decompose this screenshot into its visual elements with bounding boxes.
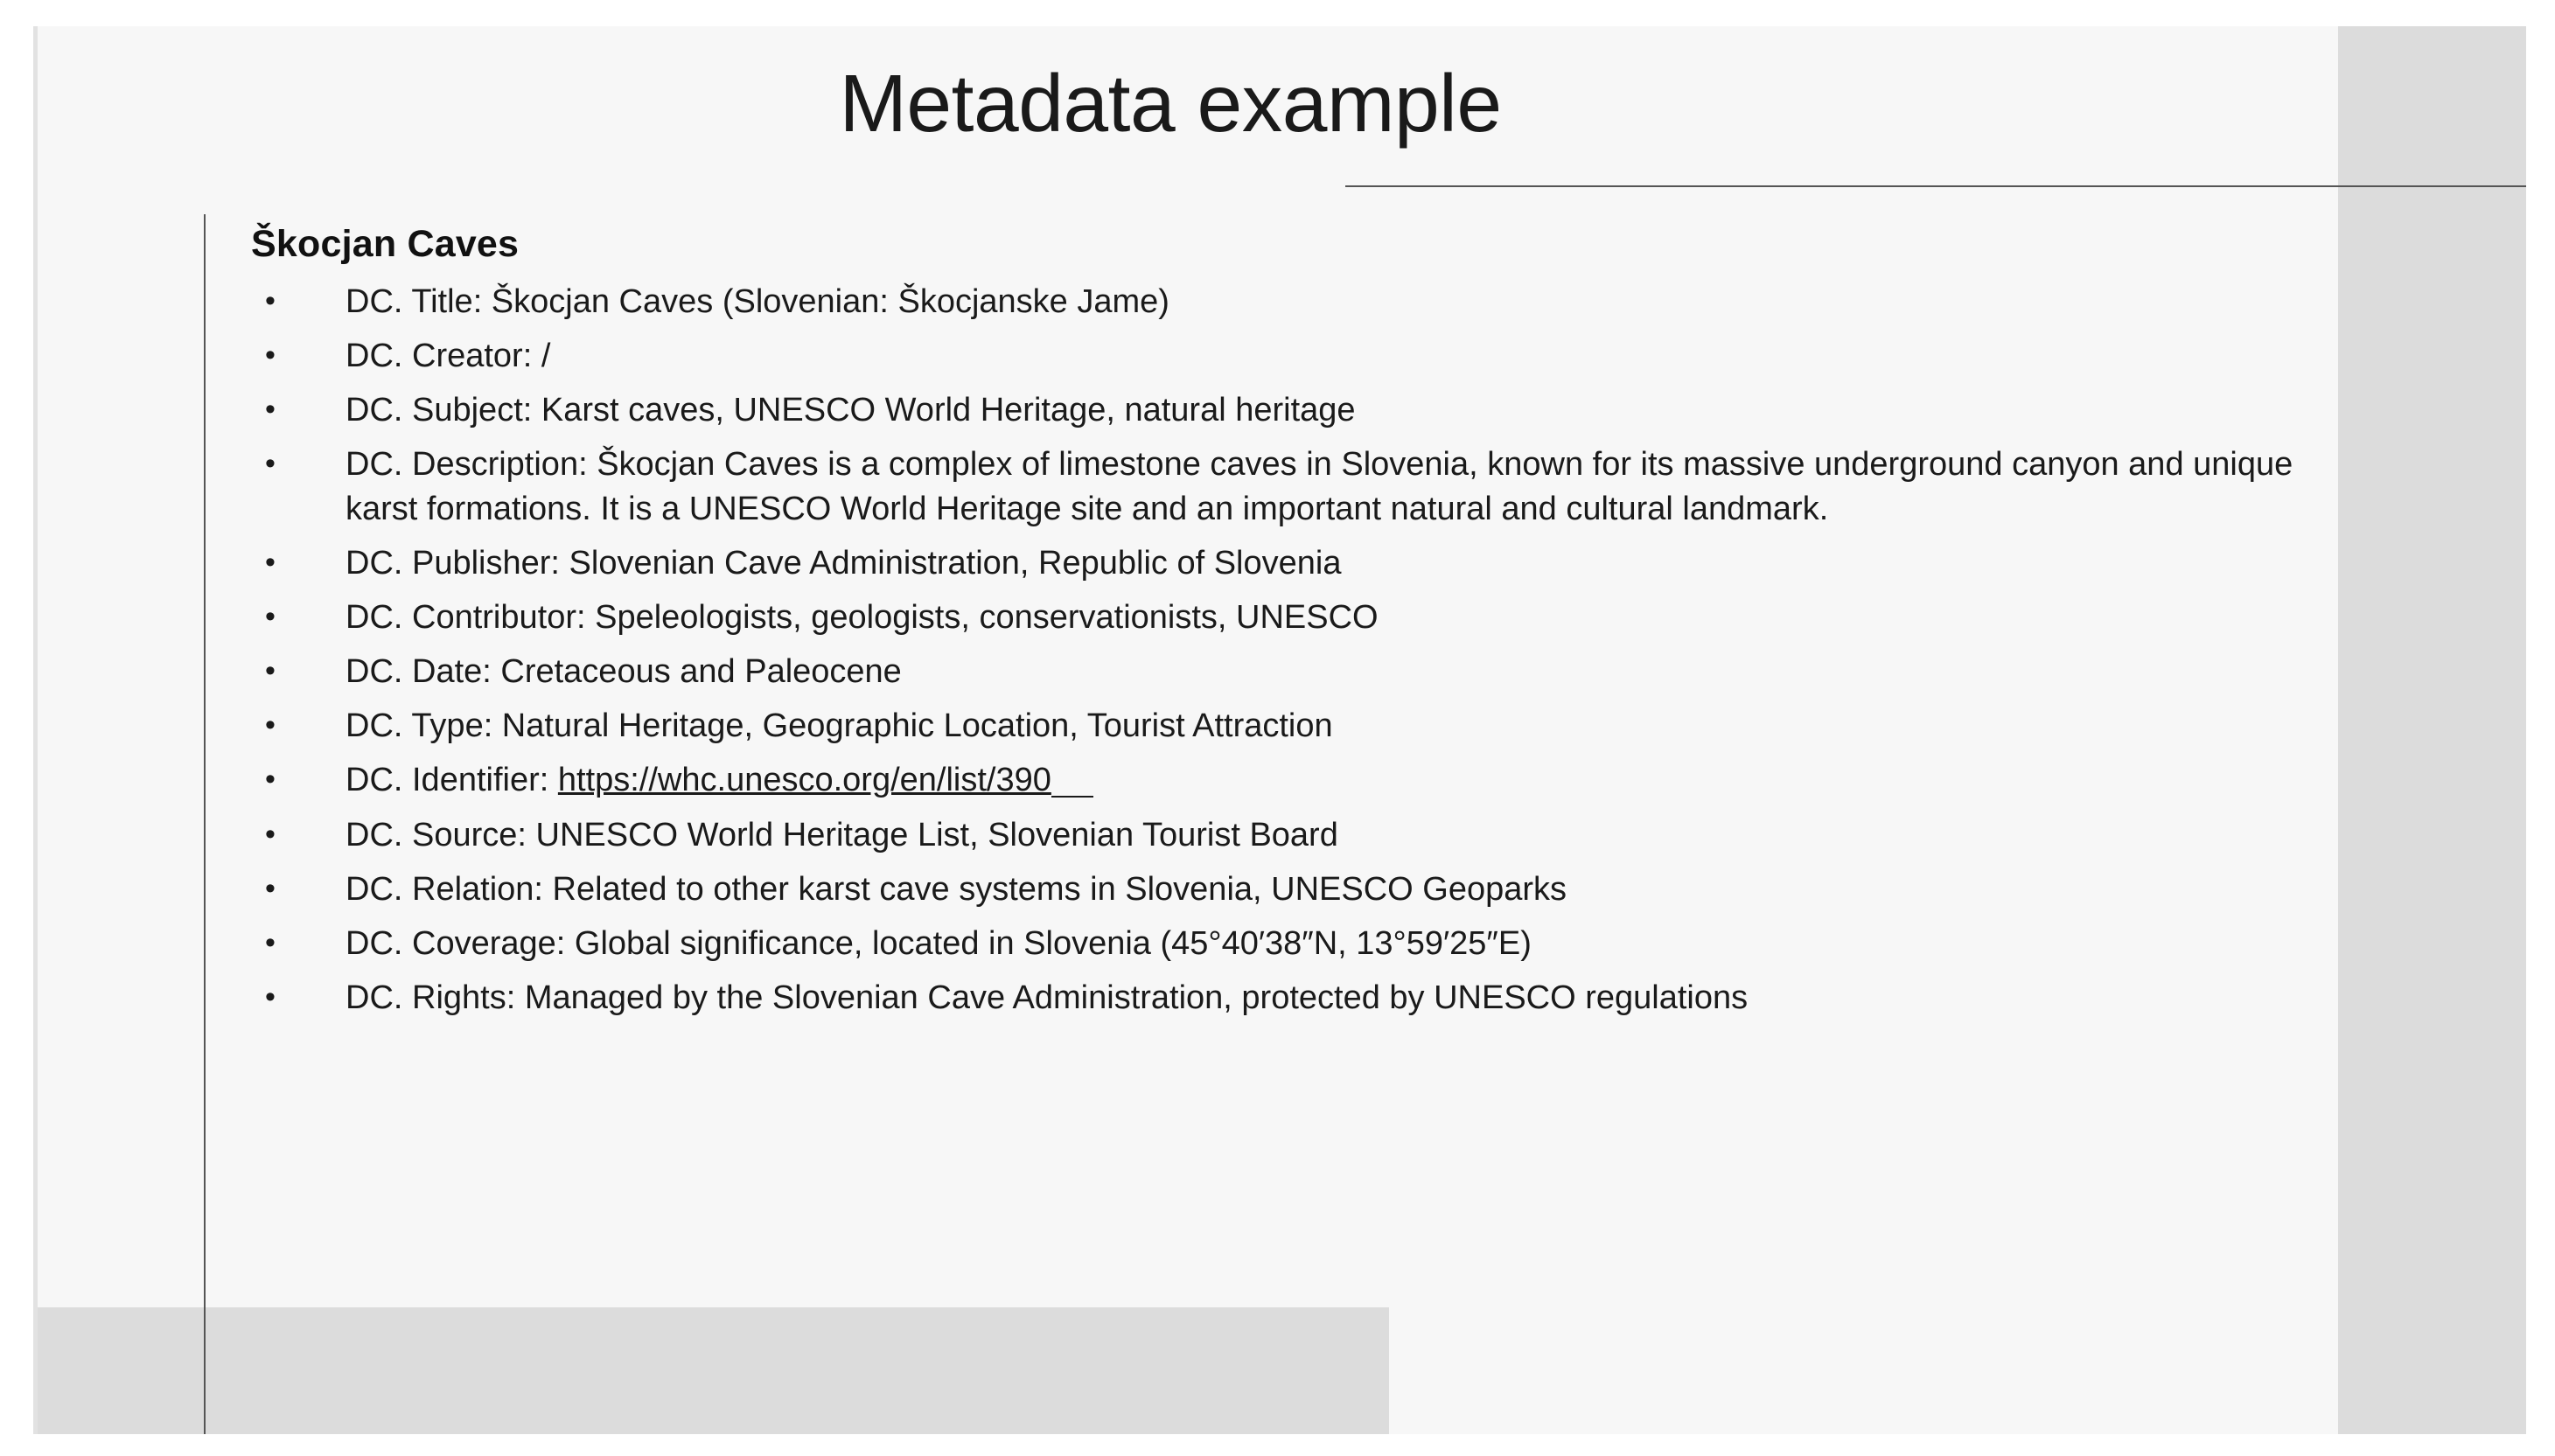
bullet-icon: •: [265, 545, 276, 579]
link-underline-tail: [1051, 795, 1093, 798]
bullet-icon: •: [265, 708, 276, 742]
bullet-icon: •: [265, 980, 276, 1014]
bullet-icon: •: [265, 393, 276, 427]
list-item: [248, 922, 2347, 965]
list-item: [248, 976, 2347, 1020]
list-item-text: DC. Creator: /: [346, 338, 551, 375]
identifier-link[interactable]: https://whc.unesco.org/en/list/390: [557, 762, 1051, 799]
list-item-text: DC. Description: Škocjan Caves is a complex of limestone caves in Slovenia, known for its massive underground canyon and unique karst formations. It is a UNESCO World Heritage site and an important natural and cultural landmark.: [346, 446, 2293, 527]
slide-body: [248, 223, 2347, 1030]
decorative-horizontal-rule: [1345, 185, 2526, 187]
list-item-text: DC. Source: UNESCO World Heritage List, Slovenian Tourist Board: [346, 816, 1338, 853]
list-item-text: DC. Identifier:: [346, 762, 558, 799]
body-heading: Škocjan Caves: [251, 223, 520, 265]
list-item: [248, 280, 2347, 324]
bullet-icon: •: [265, 654, 276, 688]
list-item: [248, 704, 2347, 748]
list-item-identifier: [248, 758, 2347, 802]
bullet-icon: •: [265, 599, 276, 633]
slide-title: Metadata example: [839, 58, 1502, 149]
decorative-vertical-rule: [204, 214, 206, 1434]
list-item-text: DC. Date: Cretaceous and Paleocene: [346, 653, 902, 691]
list-item: [248, 388, 2347, 432]
list-item: [248, 867, 2347, 911]
decorative-band-bottom: [38, 1307, 1389, 1434]
bullet-icon: •: [265, 871, 276, 905]
metadata-list: [248, 280, 2347, 1020]
bullet-icon: •: [265, 447, 276, 481]
list-item-text: DC. Title: Škocjan Caves (Slovenian: Škocjanske Jame): [346, 283, 1169, 320]
list-item-text: DC. Relation: Related to other karst cave systems in Slovenia, UNESCO Geoparks: [346, 870, 1567, 908]
bullet-icon: •: [265, 338, 276, 373]
list-item: [248, 541, 2347, 585]
list-item-text: DC. Coverage: Global significance, located in Slovenia (45°40′38″N, 13°59′25″E): [346, 924, 1532, 962]
list-item: [248, 650, 2347, 693]
decorative-band-right: [2338, 26, 2526, 1434]
list-item: [248, 442, 2347, 530]
list-item: [248, 596, 2347, 639]
list-item-text: DC. Rights: Managed by the Slovenian Cave Administration, protected by UNESCO regulations: [346, 979, 1749, 1017]
bullet-icon: •: [265, 817, 276, 851]
list-item-text: DC. Publisher: Slovenian Cave Administration, Republic of Slovenia: [346, 544, 1342, 582]
list-item-text: DC. Subject: Karst caves, UNESCO World Heritage, natural heritage: [346, 392, 1356, 429]
list-item-text: DC. Contributor: Speleologists, geologists, conservationists, UNESCO: [346, 598, 1379, 636]
bullet-icon: •: [265, 284, 276, 317]
list-item: [248, 813, 2347, 857]
list-item-text: DC. Type: Natural Heritage, Geographic Location, Tourist Attraction: [346, 707, 1333, 745]
bullet-icon: •: [265, 763, 276, 797]
slide-canvas: [33, 26, 2526, 1434]
bullet-icon: •: [265, 925, 276, 959]
list-item: [248, 334, 2347, 378]
